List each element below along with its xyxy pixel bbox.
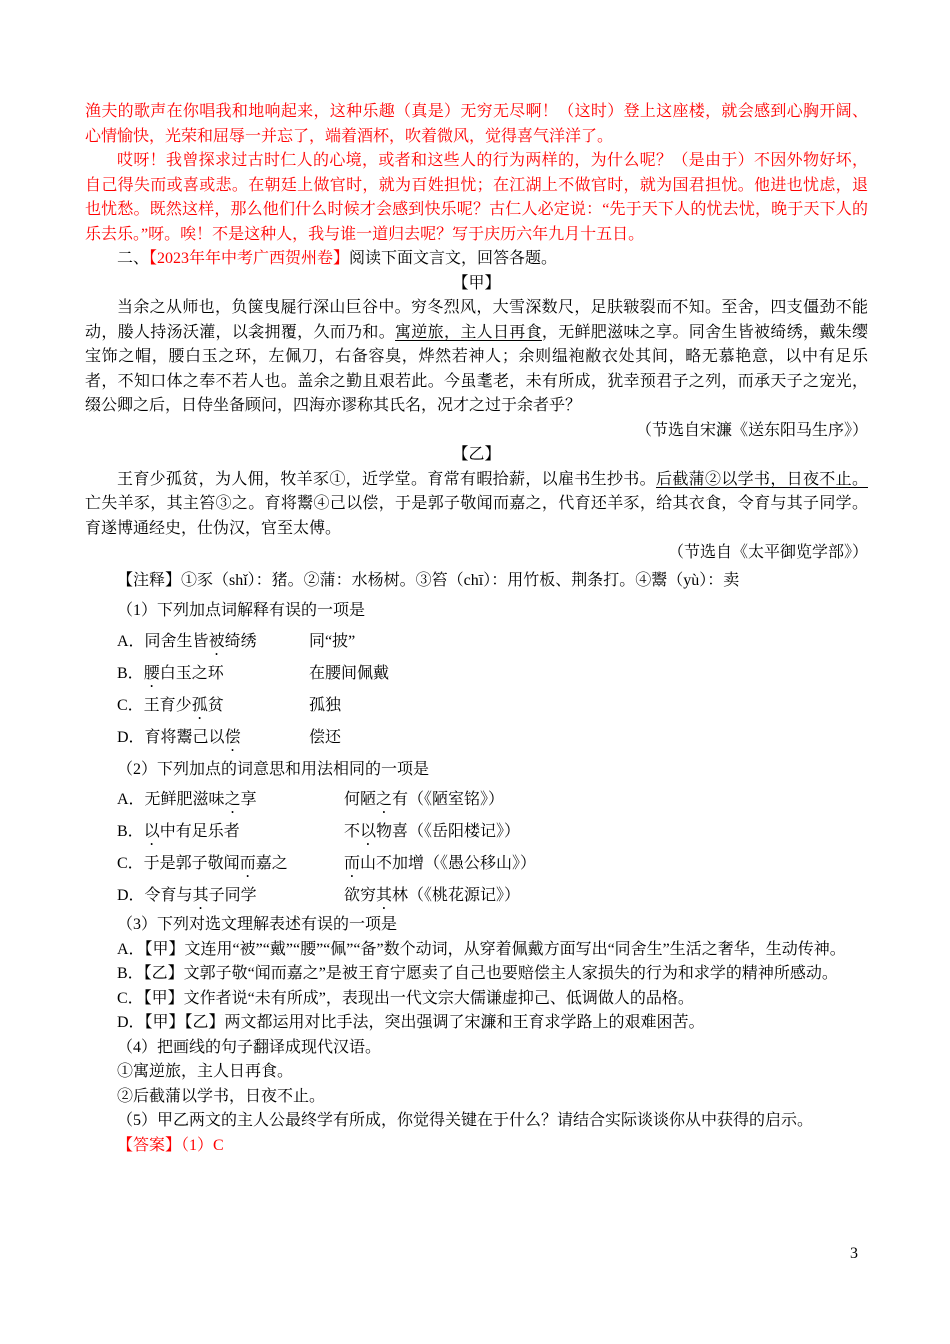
question-1-option-a [85, 627, 868, 659]
option-gloss [344, 823, 520, 840]
option-gloss [309, 729, 341, 746]
text-run: A．【甲】文连用“被”“戴”“腰”“佩”“备”数个动词，从穿着佩戴方面写出“同舍生”生活之奢华，生动传神。 [117, 940, 846, 958]
option-phrase [117, 785, 344, 817]
text-run: 同“披” [309, 632, 356, 650]
text-run: 腰 [143, 664, 160, 682]
answer [85, 1134, 868, 1159]
text-run: 孤独 [309, 696, 342, 714]
option-gloss [344, 855, 536, 872]
text-run: 渔夫的歌声在你唱我和地响起来，这种乐趣（真是）无穷无尽啊！（这时）登上这座楼，就会感到心胸开阔、心情愉快，光荣和屈辱一并忘了，端着酒杯，吹着微风，觉得喜气洋洋了。 [85, 103, 868, 145]
passage-yi [85, 468, 868, 542]
option-phrase [117, 723, 309, 755]
text-run: 【乙】 [452, 446, 501, 463]
text-run: 在腰间佩戴 [309, 664, 390, 682]
text-run: 当余之从师也，负箧曳屣行深山巨谷中。穷冬烈风，大雪深数尺，足肤皲裂而不知。至舍，四支僵劲不能动，媵人持汤沃灌，以衾拥覆，久而乃和。 [85, 299, 868, 341]
text-run: D．【甲】【乙】两文都运用对比手法，突出强调了宋濂和王育求学路上的艰难困苦。 [117, 1014, 705, 1031]
text-run: 后截蒲②以学书，日夜不止。 [655, 470, 868, 488]
question-3-option-b [85, 962, 868, 987]
question-2-option-a [85, 785, 868, 817]
question-5 [85, 1109, 868, 1134]
label-jia [85, 272, 868, 297]
text-run: D．育将鬻己以 [117, 728, 225, 746]
text-run: A．无鲜肥滋味 [117, 791, 225, 808]
option-phrase [117, 627, 309, 659]
question-1-option-b [85, 659, 868, 691]
text-run: 【答案】（1）C [117, 1136, 224, 1154]
text-run: B． [117, 664, 144, 682]
text-run: 偿 [224, 728, 241, 746]
option-gloss [344, 887, 520, 904]
text-run: ②后截蒲以学书，日夜不止。 [117, 1087, 326, 1105]
text-run: 贫 [207, 696, 224, 714]
document-body [85, 100, 868, 1158]
text-run: 之 [224, 791, 241, 808]
text-run: （2）下列加点的词意思和用法相同的一项是 [117, 760, 430, 778]
text-run: （3）下列对选文理解表述有误的一项是 [117, 916, 398, 933]
text-run: 欲穷 [344, 887, 377, 904]
text-run: A．同舍生皆 [117, 632, 209, 650]
text-run: 偿还 [309, 728, 342, 746]
question-1 [85, 596, 868, 627]
text-run: （5）甲乙两文的主人公最终学有所成，你觉得关键在于什么？请结合实际谈谈你从中获得的启示。 [117, 1112, 814, 1129]
text-run: （节选自宋濂《送东阳马生序》） [635, 421, 868, 439]
text-run: （节选自《太平御览学部》） [667, 544, 868, 561]
option-gloss [309, 633, 355, 650]
question-3-option-d [85, 1011, 868, 1036]
question-2-option-c [85, 849, 868, 881]
text-run: 白玉之环 [159, 664, 224, 682]
text-run: 中有足乐者 [159, 823, 240, 840]
question-2 [85, 755, 868, 786]
text-run: 绮绣 [224, 632, 257, 650]
text-run: 哎呀！我曾探求过古时仁人的心境，或者和这些人的行为两样的，为什么呢？（是由于）不因外物好坏，自己得失而或喜或悲。在朝廷上做官时，就为百姓担忧；在江湖上不做官时，就为国君担忧。他进也忧虑，退也忧愁。既然这样，那么他们什么时候才会感到快乐呢？古仁人必定说：“先于天下人的忧去忧，晚于天下人的乐去乐。”呀。唉！不是这种人，我与谁一道归去呢？写于庆历六年九月十五日。 [85, 152, 868, 243]
text-run: 【注释】①豕（shǐ）：猪。②蒲：水杨树。③笞（chī）：用竹板、荆条打。④鬻（yù）：卖 [117, 571, 740, 589]
text-run: 其 [192, 887, 209, 904]
option-phrase [117, 659, 309, 691]
option-phrase [117, 881, 344, 913]
text-run: 寓逆旅，主人日再食 [395, 323, 542, 341]
text-run: C．王育少 [117, 696, 192, 714]
page-number: 3 [850, 1244, 858, 1262]
text-run: 而 [239, 855, 256, 872]
section-heading [85, 247, 868, 272]
option-phrase [117, 849, 344, 881]
option-gloss [344, 791, 504, 808]
text-run: 阅读下面文言文，回答各题。 [349, 250, 558, 267]
translation-paragraph-2 [85, 149, 868, 247]
text-run: （4）把画线的句子翻译成现代汉语。 [117, 1038, 382, 1056]
option-gloss [309, 697, 341, 714]
text-run: 之 [376, 791, 393, 808]
source-yi [85, 541, 868, 566]
label-yi [85, 443, 868, 468]
question-3-option-c [85, 987, 868, 1012]
text-run: 王育少孤贫，为人佣，牧羊豕①，近学堂。育常有暇拾薪，以雇书生抄书。 [117, 470, 656, 488]
text-run: （1）下列加点词解释有误的一项是 [117, 602, 366, 619]
text-run: 物喜（《岳阳楼记》） [376, 823, 521, 840]
text-run: 而 [344, 855, 361, 872]
text-run: 嘉之 [255, 855, 288, 872]
option-phrase [117, 691, 309, 723]
text-run: 二、 [117, 250, 150, 267]
text-run: 子同学 [208, 887, 257, 904]
text-run: 山不加增（《愚公移山》） [360, 855, 537, 872]
question-4-sentence-2 [85, 1085, 868, 1110]
question-4-sentence-1 [85, 1060, 868, 1085]
question-1-option-d [85, 723, 868, 755]
text-run: 其 [376, 887, 393, 904]
text-run: C．【甲】文作者说“未有所成”，表现出一代文宗大儒谦虚抑己、低调做人的品格。 [117, 989, 694, 1007]
option-phrase [117, 817, 344, 849]
text-run: 以 [360, 823, 377, 840]
text-run: D．令育与 [117, 887, 193, 904]
text-run: ①寓逆旅，主人日再食。 [117, 1063, 294, 1080]
question-1-option-c [85, 691, 868, 723]
question-3 [85, 913, 868, 938]
translation-paragraph-1 [85, 100, 868, 149]
text-run: B． [117, 823, 144, 840]
text-run: 林（《桃花源记》） [392, 887, 521, 904]
text-run: 【2023年年中考广西贺州卷】 [149, 250, 350, 267]
option-gloss [309, 665, 389, 682]
text-run: 以 [143, 823, 160, 840]
question-2-option-d [85, 881, 868, 913]
text-run: B．【乙】文郭子敬“闻而嘉之”是被王育宁愿卖了自己也要赔偿主人家损失的行为和求学的精神所感动。 [117, 965, 838, 982]
text-run: ，无鲜肥滋味之享。同舍生皆被绮绣，戴朱缨宝饰之帽，腰白玉之环，左佩刀，右备容臭，烨然若神人；余则缊袍敝衣处其间，略无慕艳意，以中有足乐者，不知口体之奉不若人也。盖余之勤且艰若此。今虽耄老，未有所成，犹幸预君子之列，而承天子之宠光，缀公卿之后，日侍坐备顾问，四海亦谬称其氏名，况才之过于余者乎？ [85, 323, 868, 414]
text-run: 孤 [191, 696, 208, 714]
text-run: 不 [344, 823, 361, 840]
question-4 [85, 1036, 868, 1061]
text-run: 享 [240, 791, 257, 808]
source-jia [85, 419, 868, 444]
question-3-option-a [85, 938, 868, 963]
text-run: 亡失羊豕，其主笞③之。育将鬻④己以偿，于是郭子敬闻而嘉之，代育还羊豕，给其衣食，令育与其子同学。育遂博通经史，仕伪汉，官至太傅。 [85, 495, 868, 537]
text-run: 【甲】 [452, 274, 501, 292]
question-2-option-b [85, 817, 868, 849]
text-run: C．于是郭子敬闻 [117, 855, 240, 872]
notes [85, 566, 868, 597]
text-run: 有（《陋室铭》） [392, 791, 505, 808]
text-run: 被 [208, 632, 225, 650]
passage-jia [85, 296, 868, 419]
text-run: 何陋 [344, 791, 377, 808]
